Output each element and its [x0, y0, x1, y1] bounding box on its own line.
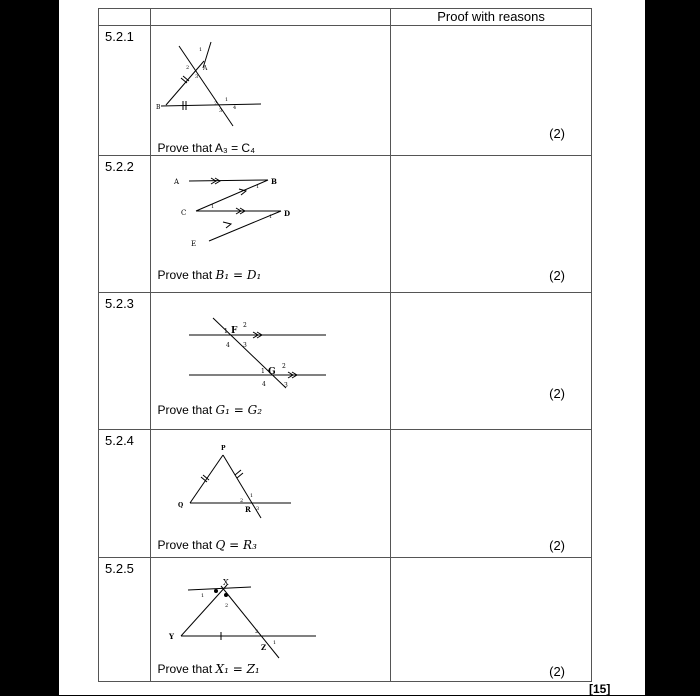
table-row — [99, 293, 592, 430]
label-z1: 1 — [273, 640, 277, 646]
question-number: 5.2.5 — [99, 558, 151, 682]
question-number: 5.2.2 — [99, 156, 151, 293]
diagram-cell — [151, 156, 391, 293]
question-number: 5.2.1 — [99, 26, 151, 156]
label-x2: 2 — [225, 603, 229, 609]
label-q: Q — [178, 502, 184, 509]
label-c2: 2 — [214, 101, 218, 107]
label-f: F — [231, 326, 238, 336]
label-z: Z — [261, 643, 267, 652]
label-a: A — [203, 65, 208, 72]
worksheet-page — [59, 0, 645, 695]
label-g4: 4 — [262, 381, 267, 388]
label-g2: 2 — [282, 363, 287, 370]
header-proof: Proof with reasons — [391, 9, 592, 26]
marks: (2) — [549, 126, 565, 141]
label-z2: 2 — [255, 629, 259, 635]
label-c4: 4 — [233, 105, 237, 111]
proof-answer-area — [391, 293, 592, 430]
diagram-cell — [151, 558, 391, 682]
label-a2: 2 — [186, 65, 190, 71]
diagram-5-2-1 — [151, 26, 361, 156]
label-d: D — [284, 209, 291, 218]
proof-table — [98, 8, 592, 682]
label-p: P — [221, 445, 226, 452]
label-f2: 2 — [243, 322, 248, 329]
prove-statement: Prove that Q = R₃ — [157, 538, 257, 552]
label-y: Y — [169, 632, 175, 641]
marks: (2) — [549, 664, 565, 679]
label-a1: 1 — [199, 47, 203, 53]
marks: (2) — [549, 386, 565, 401]
label-g: G — [268, 367, 277, 377]
label-d1: 1 — [269, 214, 273, 220]
label-a: A — [174, 178, 180, 186]
table-row — [99, 156, 592, 293]
label-b1: 1 — [256, 184, 260, 190]
proof-answer-area — [391, 156, 592, 293]
label-c1: 1 — [225, 97, 229, 103]
table-row — [99, 26, 592, 156]
question-number: 5.2.3 — [99, 293, 151, 430]
label-r: R — [245, 505, 252, 514]
question-number: 5.2.4 — [99, 430, 151, 558]
label-r2: 2 — [240, 498, 244, 504]
marks: (2) — [549, 268, 565, 283]
prove-statement: Prove that A₃ = C₄ — [157, 141, 255, 155]
proof-answer-area — [391, 26, 592, 156]
label-a3: 3 — [195, 74, 199, 80]
label-x1: 1 — [201, 593, 205, 599]
label-b: B — [156, 104, 161, 111]
total-marks: [15] — [589, 682, 611, 696]
label-c: C — [181, 209, 187, 217]
label-x: X — [223, 578, 230, 587]
label-r3: 3 — [256, 506, 260, 512]
proof-answer-area — [391, 430, 592, 558]
label-e: E — [191, 240, 197, 248]
prove-statement: Prove that G₁ = G₂ — [157, 403, 263, 417]
marks: (2) — [549, 538, 565, 553]
label-r1: 1 — [250, 493, 254, 499]
diagram-cell — [151, 26, 391, 156]
table-row — [99, 558, 592, 682]
label-g3: 3 — [284, 382, 289, 389]
label-f4: 4 — [226, 342, 231, 349]
prove-statement: Prove that X₁ = Z₁ — [157, 662, 260, 676]
proof-answer-area — [391, 558, 592, 682]
header-diagram-cell — [151, 9, 391, 26]
table-row — [99, 430, 592, 558]
prove-statement: Prove that B₁ = D₁ — [157, 268, 262, 282]
label-b: B — [271, 177, 278, 186]
label-f3: 3 — [243, 342, 248, 349]
header-number-cell — [99, 9, 151, 26]
label-c1: 1 — [211, 204, 215, 210]
diagram-cell — [151, 430, 391, 558]
label-f1: 1 — [224, 328, 229, 335]
label-c3: 3 — [219, 108, 223, 114]
label-g1: 1 — [261, 368, 266, 375]
header-row — [99, 9, 592, 26]
diagram-cell — [151, 293, 391, 430]
